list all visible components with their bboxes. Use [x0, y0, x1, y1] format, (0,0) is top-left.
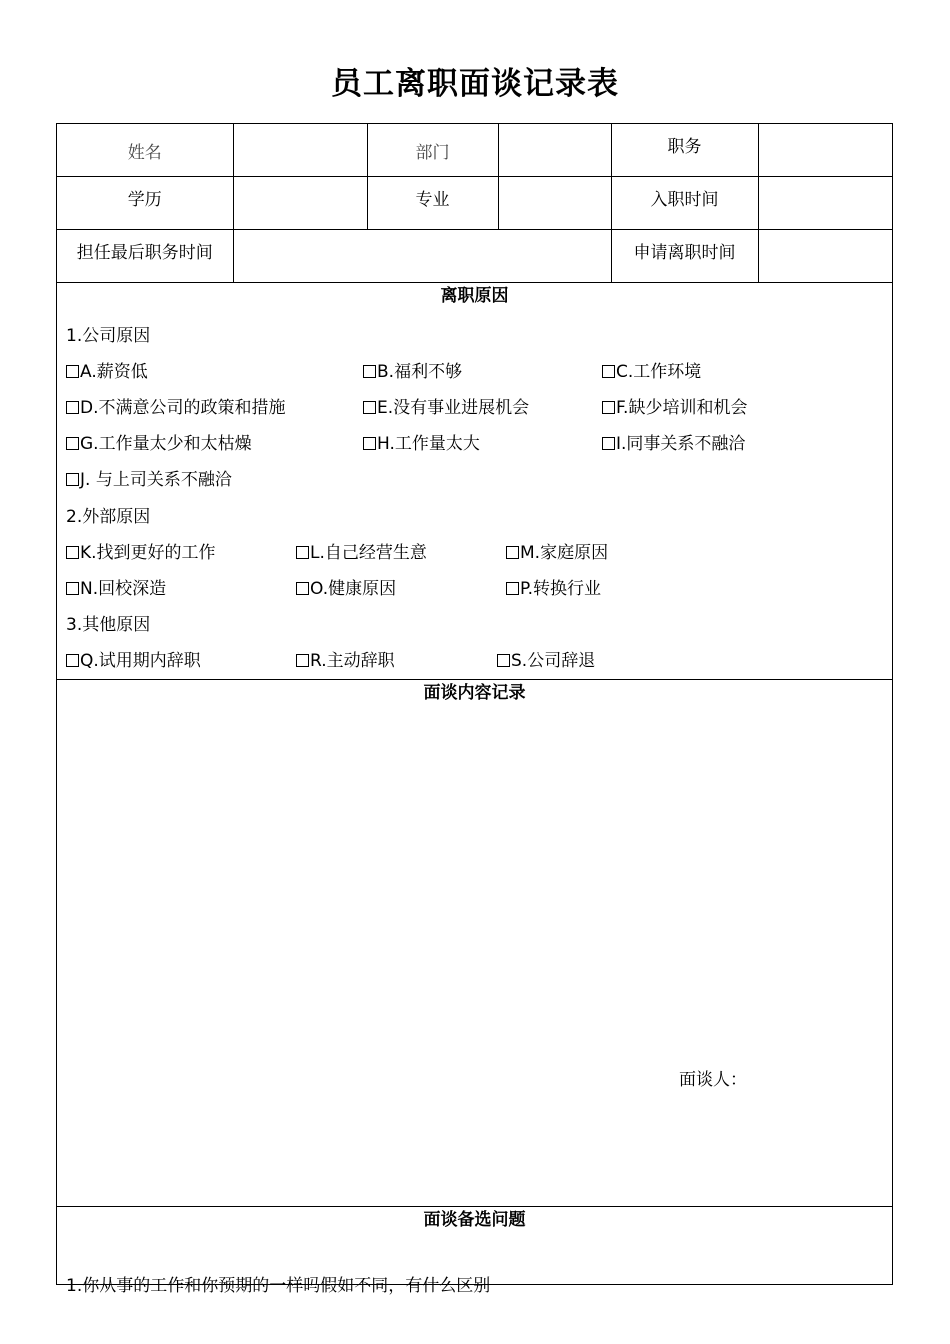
hire-date-field[interactable]: [758, 177, 892, 230]
reason-option-r[interactable]: R.主动辞职: [296, 646, 395, 671]
checkbox-icon[interactable]: [506, 546, 519, 559]
employee-info-table: [57, 124, 892, 283]
checkbox-icon[interactable]: [66, 401, 79, 414]
questions-heading: 面谈备选问题: [423, 1210, 526, 1230]
other-reasons-heading: 3.其他原因: [66, 615, 151, 635]
checkbox-icon[interactable]: [363, 365, 376, 378]
reason-option-m[interactable]: M.家庭原因: [506, 538, 608, 563]
last-position-time-field[interactable]: [233, 230, 611, 283]
resignation-interview-form: [56, 123, 893, 1296]
checkbox-icon[interactable]: [497, 654, 510, 667]
interview-questions-section: [57, 1207, 892, 1307]
form-title: 员工离职面谈记录表: [331, 66, 619, 102]
reason-option-i[interactable]: I.同事关系不融洽: [602, 429, 745, 454]
major-field[interactable]: [498, 177, 611, 230]
reasons-heading: 离职原因: [440, 286, 509, 306]
company-reasons-heading: 1.公司原因: [66, 326, 151, 346]
dept-label: 部门: [367, 124, 498, 177]
dept-field[interactable]: [498, 124, 611, 177]
checkbox-icon[interactable]: [66, 546, 79, 559]
checkbox-icon[interactable]: [66, 437, 79, 450]
checkbox-icon[interactable]: [602, 365, 615, 378]
reason-option-j[interactable]: J. 与上司关系不融洽: [66, 465, 232, 490]
reason-option-e[interactable]: E.没有事业进展机会: [363, 393, 529, 418]
education-field[interactable]: [233, 177, 367, 230]
interviewer-label: 面谈人：: [679, 1070, 747, 1090]
name-field[interactable]: [233, 124, 367, 177]
external-reasons-heading: 2.外部原因: [66, 507, 151, 527]
reason-option-p[interactable]: P.转换行业: [506, 574, 601, 599]
position-label: 职务: [611, 124, 758, 177]
checkbox-icon[interactable]: [506, 582, 519, 595]
checkbox-icon[interactable]: [66, 473, 79, 486]
checkbox-icon[interactable]: [66, 365, 79, 378]
reason-option-h[interactable]: H.工作量太大: [363, 429, 480, 454]
resign-apply-time-field[interactable]: [758, 230, 892, 283]
major-label: 专业: [367, 177, 498, 230]
reason-option-f[interactable]: F.缺少培训和机会: [602, 393, 747, 418]
education-label: 学历: [57, 177, 233, 230]
checkbox-icon[interactable]: [363, 401, 376, 414]
checkbox-icon[interactable]: [296, 654, 309, 667]
name-label: 姓名: [57, 124, 233, 177]
reason-option-n[interactable]: N.回校深造: [66, 574, 166, 599]
question-item: 1.你从事的工作和你预期的一样吗假如不同，有什么区别: [66, 1276, 491, 1296]
checkbox-icon[interactable]: [66, 654, 79, 667]
reason-option-l[interactable]: L.自己经营生意: [296, 538, 427, 563]
interview-heading: 面谈内容记录: [423, 683, 526, 703]
checkbox-icon[interactable]: [363, 437, 376, 450]
checkbox-icon[interactable]: [296, 546, 309, 559]
position-field[interactable]: [758, 124, 892, 177]
interview-record-section[interactable]: [57, 680, 892, 1207]
resignation-reasons-section: [57, 283, 892, 680]
reason-option-q[interactable]: Q.试用期内辞职: [66, 646, 201, 671]
reason-option-s[interactable]: S.公司辞退: [497, 646, 595, 671]
reason-option-o[interactable]: O.健康原因: [296, 574, 396, 599]
reason-option-b[interactable]: B.福利不够: [363, 357, 462, 382]
hire-date-label: 入职时间: [611, 177, 758, 230]
last-position-time-label: 担任最后职务时间: [57, 230, 233, 283]
checkbox-icon[interactable]: [296, 582, 309, 595]
checkbox-icon[interactable]: [602, 437, 615, 450]
reason-option-k[interactable]: K.找到更好的工作: [66, 538, 216, 563]
checkbox-icon[interactable]: [66, 582, 79, 595]
reason-option-c[interactable]: C.工作环境: [602, 357, 701, 382]
reason-option-a[interactable]: A.薪资低: [66, 357, 148, 382]
checkbox-icon[interactable]: [602, 401, 615, 414]
resign-apply-time-label: 申请离职时间: [611, 230, 758, 283]
reason-option-g[interactable]: G.工作量太少和太枯燥: [66, 429, 252, 454]
reason-option-d[interactable]: D.不满意公司的政策和措施: [66, 393, 286, 418]
